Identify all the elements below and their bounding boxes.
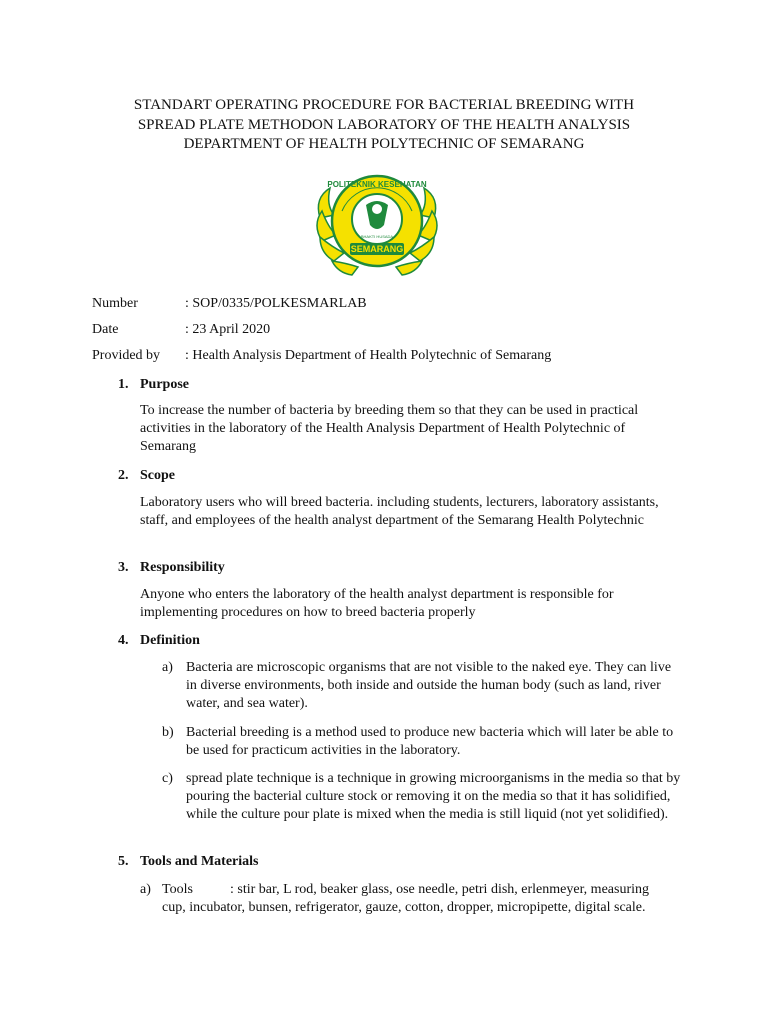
definition-item-a <box>162 659 682 713</box>
meta-provided-row <box>92 347 551 364</box>
section-title: Responsibility <box>140 560 225 575</box>
list-marker: b) <box>162 725 174 740</box>
title-line-2: SPREAD PLATE METHODON LABORATORY OF THE HEALTH ANALYSIS <box>137 116 631 133</box>
list-item-text: Bacterial breeding is a method used to produce new bacteria which will later be able to be used for practicum activities in the laboratory. <box>186 725 674 758</box>
polkesmar-logo-emblem <box>312 163 442 283</box>
list-marker: a) <box>140 882 151 897</box>
meta-date-label: Date <box>92 322 119 337</box>
section-title: Tools and Materials <box>140 854 259 869</box>
logo-top-text: POLITEKNIK KESEHATAN <box>327 180 427 189</box>
emblem-dot-icon <box>372 204 382 214</box>
title-line-1: STANDART OPERATING PROCEDURE FOR BACTERIAL BREEDING WITH <box>133 97 635 113</box>
meta-provided-label: Provided by <box>92 348 161 363</box>
tools-text <box>162 881 660 917</box>
tools-label: Tools <box>162 882 193 897</box>
logo-bottom-text: SEMARANG <box>350 244 404 254</box>
title-line-3: DEPARTMENT OF HEALTH POLYTECHNIC OF SEMARANG <box>183 136 585 152</box>
meta-date-row <box>92 321 270 338</box>
logo-motto: BHAKTI HUSADA <box>360 234 394 239</box>
section-scope-heading <box>118 467 175 484</box>
tools-item-a <box>140 881 660 917</box>
section-title: Purpose <box>140 377 189 392</box>
tools-list: : stir bar, L rod, beaker glass, ose needle, petri dish, erlenmeyer, measuring cup, incubator, bunsen, refrigerator, gauze, cotton, dropper, micropipette, digital scale. <box>162 882 649 915</box>
definition-item-b <box>162 724 682 760</box>
list-item-text: Bacteria are microscopic organisms that are not visible to the naked eye. They can live in diverse environments, both inside and outside the human body (such as land, river water, and sea water). <box>186 660 672 711</box>
section-number: 5. <box>118 854 129 869</box>
list-marker: c) <box>162 771 173 786</box>
section-scope-body: Laboratory users who will breed bacteria. including students, lecturers, laboratory assistants, staff, and employees of the health analyst department of the Semarang Health Polytechnic <box>140 495 659 528</box>
section-responsibility-body: Anyone who enters the laboratory of the health analyst department is responsible for implementing procedures on how to breed bacteria properly <box>140 587 614 620</box>
meta-number-label: Number <box>92 296 138 311</box>
definition-item-c <box>162 770 682 824</box>
meta-date-value: : 23 April 2020 <box>185 322 271 337</box>
section-number: 3. <box>118 560 129 575</box>
list-marker: a) <box>162 660 173 675</box>
document-title <box>60 96 708 155</box>
meta-number-value: : SOP/0335/POLKESMARLAB <box>185 296 367 311</box>
section-definition-heading <box>118 632 200 649</box>
section-tools-heading <box>118 853 259 870</box>
section-title: Scope <box>140 468 175 483</box>
section-number: 4. <box>118 633 129 648</box>
list-item-text: spread plate technique is a technique in growing microorganisms in the media so that by pouring the bacterial culture stock or removing it on the media so that it has solidified, while the culture pour plate is mixed when the media is still liquid (not yet solidified). <box>186 771 681 822</box>
section-purpose-body: To increase the number of bacteria by breeding them so that they can be used in practical activities in the laboratory of the Health Analysis Department of Health Polytechnic of Semarang <box>140 403 639 454</box>
meta-number-row <box>92 295 367 312</box>
section-purpose-heading <box>118 376 189 393</box>
section-responsibility-heading <box>118 559 225 576</box>
section-number: 2. <box>118 468 129 483</box>
section-title: Definition <box>140 633 200 648</box>
section-number: 1. <box>118 377 129 392</box>
meta-provided-value: : Health Analysis Department of Health Polytechnic of Semarang <box>185 348 552 363</box>
